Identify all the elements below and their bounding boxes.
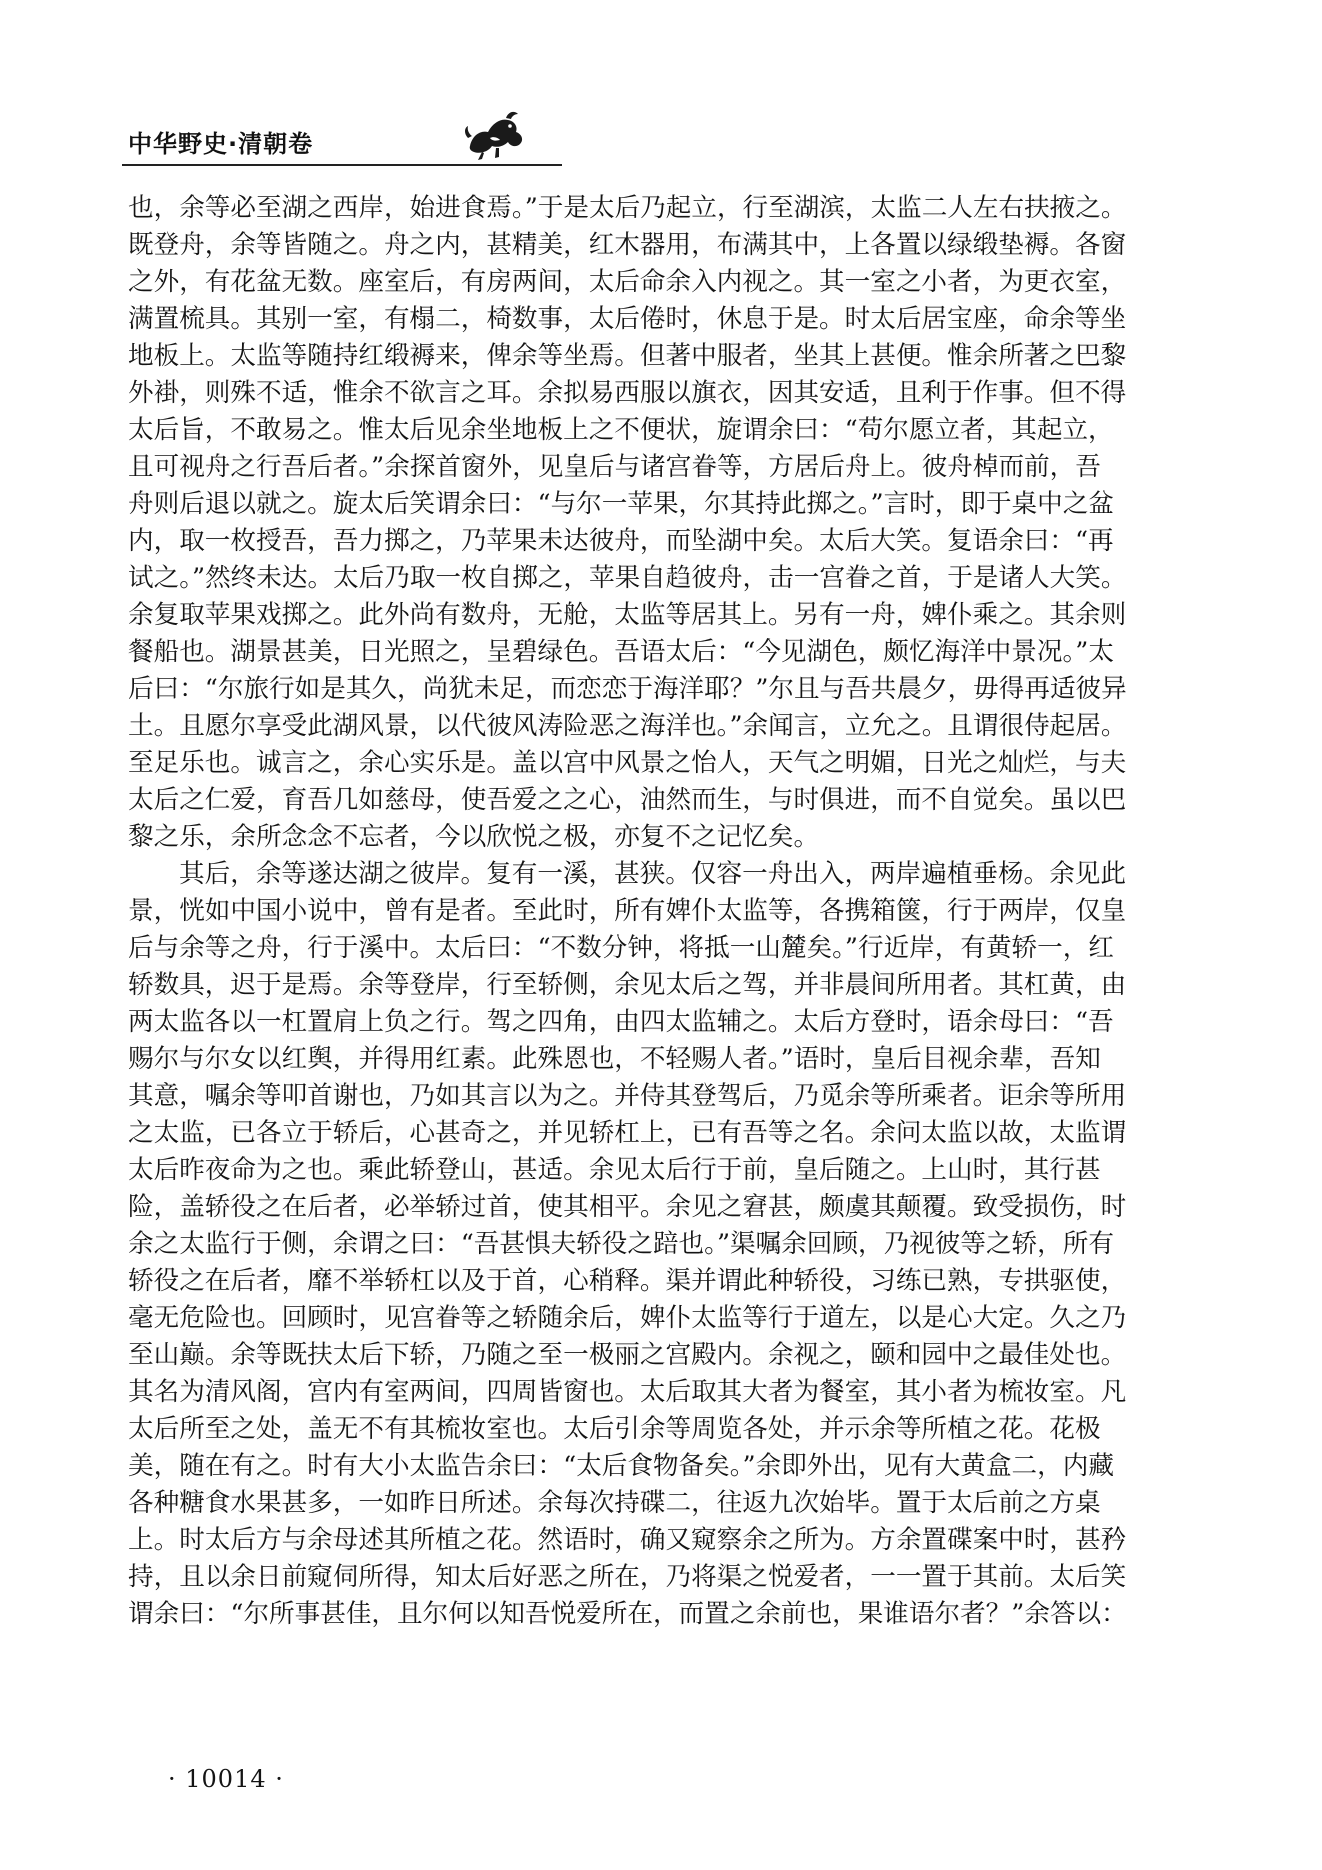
text-line: 各种糖食水果甚多，一如昨日所述。余每次持碟二，往返九次始毕。置于太后前之方桌 xyxy=(128,1488,1101,1518)
text-line: 土。且愿尔享受此湖风景，以代彼风涛险恶之海洋也。”余闻言，立允之。且谓很侍起居。 xyxy=(128,711,1127,741)
book-title: 中华野史·清朝卷 xyxy=(128,130,314,158)
text-line: 后曰：“尔旅行如是其久，尚犹未足，而恋恋于海洋耶？”尔且与吾共晨夕，毋得再适彼异 xyxy=(128,674,1127,704)
text-line: 后与余等之舟，行于溪中。太后曰：“不数分钟，将抵一山麓矣。”行近岸，有黄轿一，红 xyxy=(128,933,1114,963)
text-line: 内，取一枚授吾，吾力掷之，乃苹果未达彼舟，而坠湖中矣。太后大笑。复语余曰：“再 xyxy=(128,526,1114,556)
text-line: 之外，有花盆无数。座室后，有房两间，太后命余入内视之。其一室之小者，为更衣室， xyxy=(128,267,1127,297)
text-line: 其意，嘱余等叩首谢也，乃如其言以为之。并侍其登驾后，乃觅余等所乘者。讵余等所用 xyxy=(128,1081,1127,1111)
text-line: 且可视舟之行吾后者。”余探首窗外，见皇后与诸宫眷等，方居后舟上。彼舟棹而前，吾 xyxy=(128,452,1101,482)
text-line: 轿数具，迟于是焉。余等登岸，行至轿侧，余见太后之驾，并非晨间所用者。其杠黄，由 xyxy=(128,970,1127,1000)
text-line: 地板上。太监等随持红缎褥来，俾余等坐焉。但著中服者，坐其上甚便。惟余所著之巴黎 xyxy=(128,341,1127,371)
header-rule xyxy=(122,164,562,166)
page-header xyxy=(122,118,562,166)
text-line: 既登舟，余等皆随之。舟之内，甚精美，红木器用，布满其中，上各置以绿缎垫褥。各窗 xyxy=(128,230,1127,260)
text-line: 外褂，则殊不适，惟余不欲言之耳。余拟易西服以旗衣，因其安适，且利于作事。但不得 xyxy=(128,378,1127,408)
page-number: · 10014 · xyxy=(168,1765,284,1793)
text-line: 太后旨，不敢易之。惟太后见余坐地板上之不便状，旋谓余曰：“苟尔愿立者，其起立， xyxy=(128,415,1114,445)
text-line: 至山巅。余等既扶太后下轿，乃随之至一极丽之宫殿内。余视之，颐和园中之最佳处也。 xyxy=(128,1340,1127,1370)
text-line: 之太监，已各立于轿后，心甚奇之，并见轿杠上，已有吾等之名。余问太监以故，太监谓 xyxy=(128,1118,1127,1148)
text-line: 试之。”然终未达。太后乃取一枚自掷之，苹果自趋彼舟，击一宫眷之首，于是诸人大笑。 xyxy=(128,563,1127,593)
text-line: 谓余曰：“尔所事甚佳，且尔何以知吾悦爱所在，而置之余前也，果谁语尔者？”余答以： xyxy=(128,1599,1127,1629)
text-line: 其名为清风阁，宫内有室两间，四周皆窗也。太后取其大者为餐室，其小者为梳妆室。凡 xyxy=(128,1377,1127,1407)
text-line: 景，恍如中国小说中，曾有是者。至此时，所有婢仆太监等，各携箱箧，行于两岸，仅皇 xyxy=(128,896,1127,926)
text-line: 赐尔与尔女以红舆，并得用红素。此殊恩也，不轻赐人者。”语时，皇后目视余辈，吾知 xyxy=(128,1044,1101,1074)
dragon-logo-icon xyxy=(462,108,528,162)
text-line: 余复取苹果戏掷之。此外尚有数舟，无舱，太监等居其上。另有一舟，婢仆乘之。其余则 xyxy=(128,600,1127,630)
text-line: 太后昨夜命为之也。乘此轿登山，甚适。余见太后行于前，皇后随之。上山时，其行甚 xyxy=(128,1155,1101,1185)
text-line: 轿役之在后者，靡不举轿杠以及于首，心稍释。渠并谓此种轿役，习练已熟，专拱驱使， xyxy=(128,1266,1127,1296)
text-line: 也，余等必至湖之西岸，始进食焉。”于是太后乃起立，行至湖滨，太监二人左右扶掖之。 xyxy=(128,193,1127,223)
text-line: 黎之乐，余所念念不忘者，今以欣悦之极，亦复不之记忆矣。 xyxy=(128,822,820,852)
text-line: 太后所至之处，盖无不有其梳妆室也。太后引余等周览各处，并示余等所植之花。花极 xyxy=(128,1414,1101,1444)
text-line: 舟则后退以就之。旋太后笑谓余曰：“与尔一苹果，尔其持此掷之。”言时，即于桌中之盆 xyxy=(128,489,1114,519)
text-line: 持，且以余日前窥伺所得，知太后好恶之所在，乃将渠之悦爱者，一一置于其前。太后笑 xyxy=(128,1562,1127,1592)
text-line: 险，盖轿役之在后者，必举轿过首，使其相平。余见之窘甚，颇虞其颠覆。致受损伤，时 xyxy=(128,1192,1127,1222)
text-line: 余之太监行于侧，余谓之曰：“吾甚惧夫轿役之踣也。”渠嘱余回顾，乃视彼等之轿，所有 xyxy=(128,1229,1114,1259)
text-line: 至足乐也。诚言之，余心实乐是。盖以宫中风景之怡人，天气之明媚，日光之灿烂，与夫 xyxy=(128,748,1127,778)
text-line: 两太监各以一杠置肩上负之行。驾之四角，由四太监辅之。太后方登时，语余母曰：“吾 xyxy=(128,1007,1114,1037)
body-text xyxy=(128,190,1200,1633)
text-line: 美，随在有之。时有大小太监告余曰：“太后食物备矣。”余即外出，见有大黄盒二，内藏 xyxy=(128,1451,1114,1481)
text-line: 餐船也。湖景甚美，日光照之，呈碧绿色。吾语太后：“今见湖色，颇忆海洋中景况。”太 xyxy=(128,637,1114,667)
text-line: 上。时太后方与余母述其所植之花。然语时，确又窥察余之所为。方余置碟案中时，甚矜 xyxy=(128,1525,1127,1555)
text-line: 满置梳具。其别一室，有榻二，椅数事，太后倦时，休息于是。时太后居宝座，命余等坐 xyxy=(128,304,1127,334)
text-line: 毫无危险也。回顾时，见宫眷等之轿随余后，婢仆太监等行于道左，以是心大定。久之乃 xyxy=(128,1303,1127,1333)
text-line: 太后之仁爱，育吾几如慈母，使吾爱之之心，油然而生，与时俱进，而不自觉矣。虽以巴 xyxy=(128,785,1127,815)
paragraph-first-line: 其后，余等遂达湖之彼岸。复有一溪，甚狭。仅容一舟出入，两岸遍植垂杨。余见此 xyxy=(179,859,1126,889)
